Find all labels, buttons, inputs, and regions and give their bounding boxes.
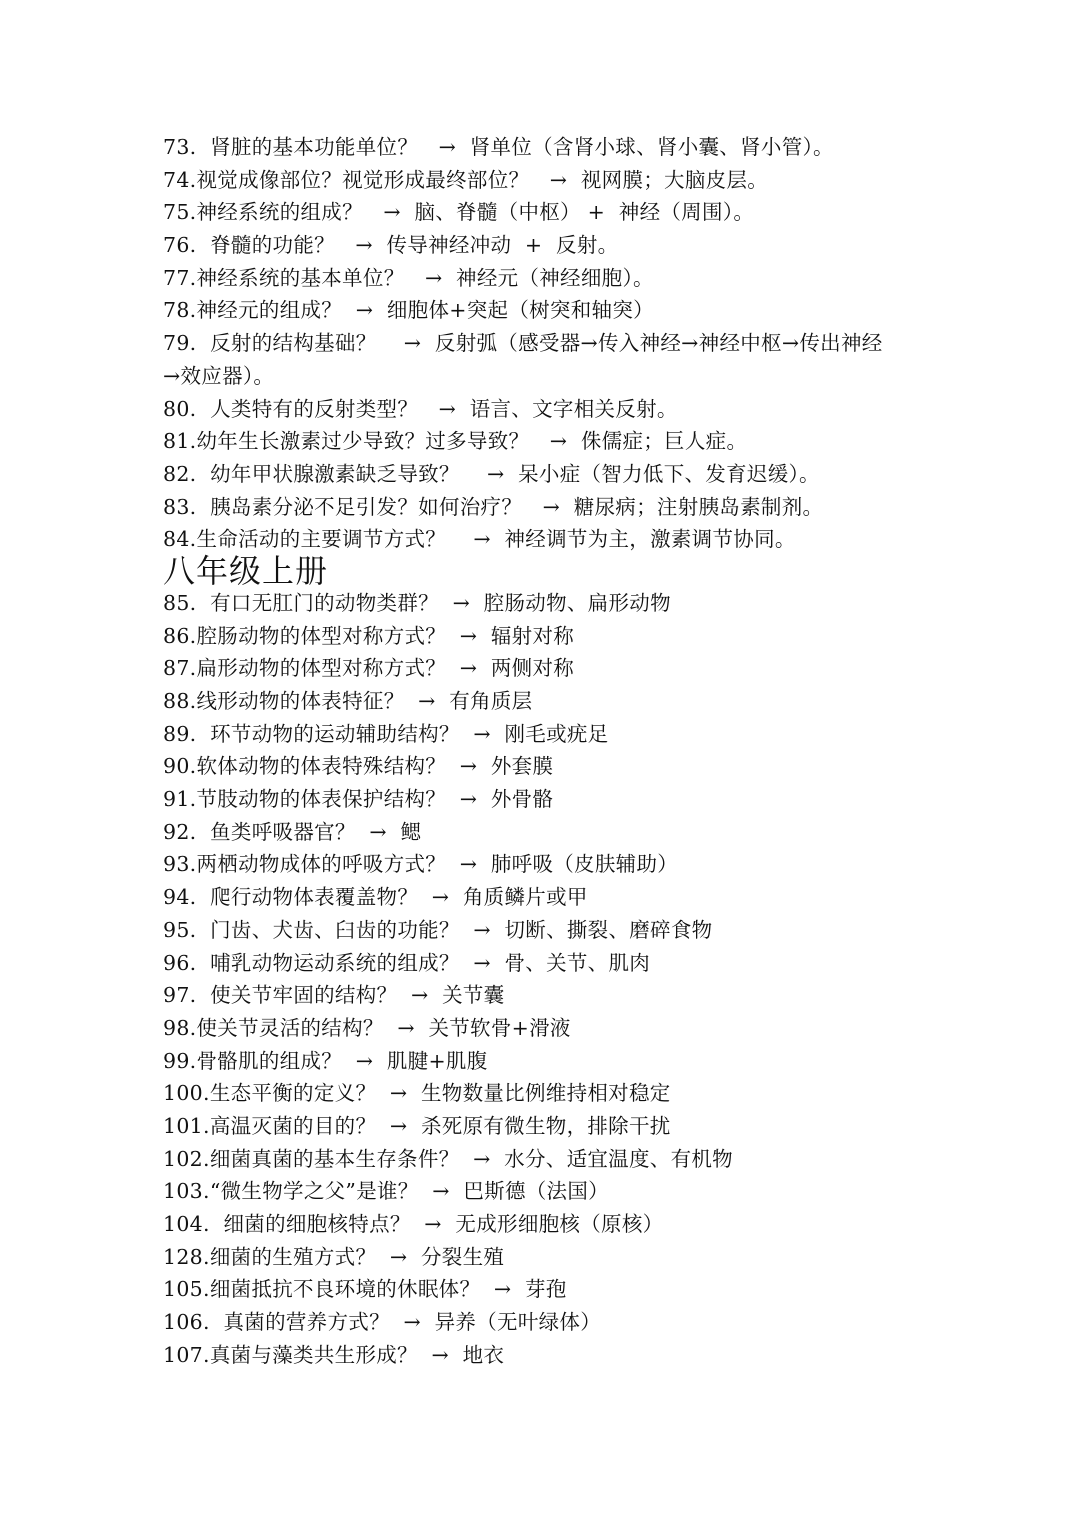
qa-line-91: 91.节肢动物的体表保护结构？ → 外骨骼 <box>163 787 554 812</box>
qa-line-79: 79. 反射的结构基础？ → 反射弧（感受器→传入神经→神经中枢→传出神经 <box>163 331 883 356</box>
qa-line-99: 99.骨骼肌的组成？ → 肌腱+肌腹 <box>163 1048 488 1073</box>
qa-line-103: 103.“微生物学之父”是谁？ → 巴斯德（法国） <box>163 1179 609 1204</box>
qa-line-82: 82. 幼年甲状腺激素缺乏导致？ → 呆小症（智力低下、发育迟缓）。 <box>163 461 820 486</box>
qa-line-74: 74.视觉成像部位？视觉形成最终部位？ → 视网膜；大脑皮层。 <box>163 167 769 192</box>
qa-line-84: 84.生命活动的主要调节方式？ → 神经调节为主，激素调节协同。 <box>163 527 796 552</box>
qa-line-75: 75.神经系统的组成？ → 脑、脊髓（中枢） + 神经（周围）。 <box>163 200 755 225</box>
qa-line-73: 73. 肾脏的基本功能单位？ → 肾单位（含肾小球、肾小囊、肾小管）。 <box>163 135 834 159</box>
qa-line-92: 92. 鱼类呼吸器官？ → 鳃 <box>163 819 422 844</box>
qa-line-80: 80. 人类特有的反射类型？ → 语言、文字相关反射。 <box>163 396 678 421</box>
qa-line-90: 90.软体动物的体表特殊结构？ → 外套膜 <box>163 754 554 779</box>
qa-line-100: 100.生态平衡的定义？ → 生物数量比例维持相对稳定 <box>163 1081 671 1106</box>
qa-line-81: 81.幼年生长激素过少导致？过多导致？ → 侏儒症；巨人症。 <box>163 429 748 454</box>
qa-line-95: 95. 门齿、犬齿、臼齿的功能？ → 切断、撕裂、磨碎食物 <box>163 917 713 942</box>
qa-line-94: 94. 爬行动物体表覆盖物？ → 角质鳞片或甲 <box>163 885 588 910</box>
qa-line-86: 86.腔肠动物的体型对称方式？ → 辐射对称 <box>163 623 575 648</box>
qa-line-78: 78.神经元的组成？ → 细胞体+突起（树突和轴突） <box>163 298 654 323</box>
section-heading: 八年级上册 <box>163 551 329 590</box>
qa-line-83: 83. 胰岛素分泌不足引发？如何治疗？ → 糖尿病；注射胰岛素制剂。 <box>163 494 824 519</box>
qa-line-106: 106. 真菌的营养方式？ → 异养（无叶绿体） <box>163 1310 602 1335</box>
qa-line-76: 76. 脊髓的功能？ → 传导神经冲动 + 反射。 <box>163 233 619 258</box>
qa-line-85: 85. 有口无肛门的动物类群？ → 腔肠动物、扁形动物 <box>163 590 671 615</box>
qa-line-93: 93.两栖动物成体的呼吸方式？ → 肺呼吸（皮肤辅助） <box>163 852 679 877</box>
qa-line-79-continued: →效应器）。 <box>163 363 275 388</box>
qa-line-107: 107.真菌与藻类共生形成？ → 地衣 <box>163 1342 505 1367</box>
qa-line-104: 104. 细菌的细胞核特点？ → 无成形细胞核（原核） <box>163 1212 664 1236</box>
section-7th-grade <box>163 131 933 556</box>
document-page <box>163 131 933 1371</box>
qa-line-102: 102.细菌真菌的基本生存条件？ → 水分、适宜温度、有机物 <box>163 1146 733 1171</box>
qa-line-88: 88.线形动物的体表特征？ → 有角质层 <box>163 689 533 713</box>
qa-line-98: 98.使关节灵活的结构？ → 关节软骨+滑液 <box>163 1015 571 1040</box>
qa-line-105: 105.细菌抵抗不良环境的休眠体？ → 芽孢 <box>163 1277 567 1302</box>
qa-line-77: 77.神经系统的基本单位？ → 神经元（神经细胞）。 <box>163 265 654 290</box>
qa-line-87: 87.扁形动物的体型对称方式？ → 两侧对称 <box>163 656 575 681</box>
qa-line-89: 89. 环节动物的运动辅助结构？ → 刚毛或疣足 <box>163 721 609 746</box>
qa-line-101: 101.高温灭菌的目的？ → 杀死原有微生物，排除干扰 <box>163 1113 671 1138</box>
qa-line-128: 128.细菌的生殖方式？ → 分裂生殖 <box>163 1244 505 1269</box>
section-8th-grade <box>163 587 933 1372</box>
qa-line-96: 96. 哺乳动物运动系统的组成？ → 骨、关节、肌肉 <box>163 950 651 975</box>
qa-line-97: 97. 使关节牢固的结构？ → 关节囊 <box>163 983 505 1008</box>
